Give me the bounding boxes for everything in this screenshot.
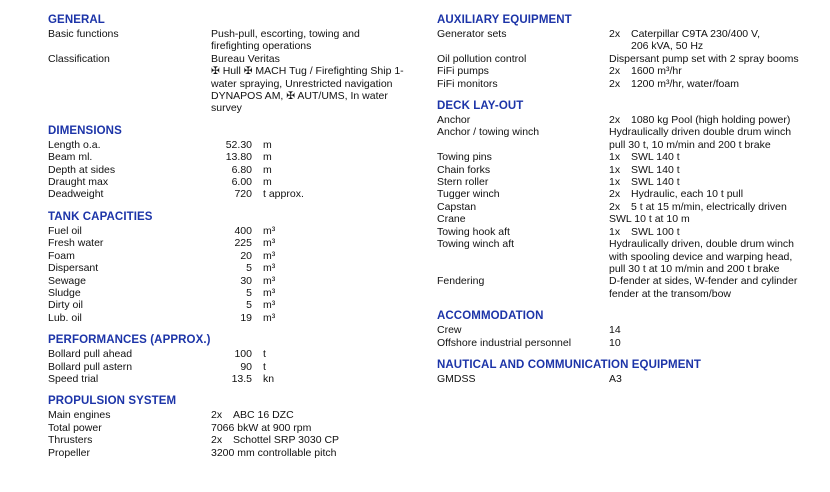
- spec-row: [437, 226, 825, 238]
- quantity-prefix: 2x: [609, 28, 621, 40]
- left-column: [48, 14, 430, 469]
- value-line: [609, 337, 825, 349]
- value-line: [609, 65, 825, 77]
- spec-row: [48, 447, 430, 459]
- spec-label: Lub. oil: [48, 311, 82, 324]
- value-number: 5: [246, 286, 252, 299]
- spec-label: Total power: [48, 421, 102, 434]
- spec-row: [48, 373, 430, 385]
- spec-value: [609, 164, 825, 176]
- section-heading: ACCOMMODATION: [437, 310, 544, 323]
- spec-row: [48, 361, 430, 373]
- spec-value: [609, 337, 825, 349]
- spec-row: [437, 324, 825, 336]
- spec-value: [609, 213, 825, 225]
- value-text: SWL 10 t at 10 m: [609, 213, 690, 226]
- spec-value: [211, 373, 430, 385]
- spec-numeric-value: [211, 139, 430, 151]
- spec-row: [437, 373, 825, 385]
- value-text: Push-pull, escorting, towing and: [211, 28, 360, 40]
- spec-row: [437, 65, 825, 77]
- value-number: 5: [246, 299, 252, 312]
- spec-value: [211, 312, 430, 324]
- value-number: 5: [246, 262, 252, 275]
- spec-label: Towing pins: [437, 151, 492, 164]
- value-unit: m³: [263, 224, 276, 237]
- value-unit: m: [263, 163, 272, 176]
- spec-numeric-value: [211, 225, 430, 237]
- spec-row: [48, 188, 430, 200]
- spec-value: [211, 348, 430, 360]
- value-line: [609, 226, 825, 238]
- spec-label: Sludge: [48, 286, 81, 299]
- spec-value: [211, 225, 430, 237]
- spec-label: Fresh water: [48, 237, 104, 250]
- spec-label: Towing hook aft: [437, 225, 510, 238]
- value-unit: m³: [263, 262, 276, 275]
- spec-label: Basic functions: [48, 28, 119, 40]
- quantity-prefix: 2x: [609, 65, 621, 78]
- value-text: 7066 bkW at 900 rpm: [211, 421, 312, 434]
- value-line: [211, 53, 430, 65]
- value-line: [609, 139, 825, 151]
- spec-value: [609, 226, 825, 238]
- quantity-prefix: 2x: [609, 200, 621, 213]
- value-line: [609, 213, 825, 225]
- spec-label: Draught max: [48, 176, 109, 189]
- value-text: fender at the transom/bow: [609, 287, 731, 300]
- spec-numeric-value: [211, 299, 430, 311]
- spec-row: [48, 53, 430, 115]
- value-text: Dispersant pump set with 2 spray booms: [609, 52, 799, 65]
- spec-label: Oil pollution control: [437, 52, 527, 65]
- spec-label: Fendering: [437, 275, 485, 288]
- right-column: [437, 14, 825, 395]
- quantity-prefix: 1x: [609, 163, 621, 176]
- value-unit: m³: [263, 299, 276, 312]
- spec-numeric-value: [211, 373, 430, 385]
- value-unit: m³: [263, 237, 276, 250]
- value-text: firefighting operations: [211, 40, 312, 53]
- value-text: 10: [609, 336, 621, 349]
- spec-row: [437, 176, 825, 188]
- spec-value: [609, 275, 825, 300]
- spec-value: [211, 287, 430, 299]
- spec-row: [48, 348, 430, 360]
- value-text: water spraying, Unrestricted navigation: [211, 77, 393, 90]
- spec-value: [211, 176, 430, 188]
- value-text: pull 30 t, 10 m/min and 200 t brake: [609, 138, 771, 151]
- value-text: 1200 m³/hr, water/foam: [631, 77, 739, 90]
- spec-value: [211, 250, 430, 262]
- spec-row: [437, 126, 825, 151]
- spec-label: Bollard pull astern: [48, 360, 133, 373]
- spec-value: [211, 28, 430, 53]
- value-text: Hydraulic, each 10 t pull: [631, 188, 744, 201]
- spec-row: [48, 139, 430, 151]
- spec-row: [437, 213, 825, 225]
- spec-label: Classification: [48, 52, 110, 65]
- spec-row: [48, 151, 430, 163]
- value-line: [609, 78, 825, 90]
- spec-value: [211, 139, 430, 151]
- value-unit: t approx.: [263, 188, 304, 201]
- value-text: D-fender at sides, W-fender and cylinder: [609, 275, 798, 288]
- value-line: [211, 409, 430, 421]
- value-text: with spooling device and warping head,: [609, 250, 793, 263]
- spec-label: Bollard pull ahead: [48, 348, 133, 361]
- spec-label: Dirty oil: [48, 299, 84, 312]
- spec-value: [211, 262, 430, 274]
- spec-label: Crane: [437, 213, 466, 226]
- value-number: 13.80: [225, 151, 252, 164]
- value-text: Hydraulically driven, double drum winch: [609, 238, 795, 251]
- value-unit: m³: [263, 249, 276, 262]
- value-unit: m³: [263, 274, 276, 287]
- value-text: DYNAPOS AM, ✠ AUT/UMS, In water: [211, 90, 388, 103]
- value-text: 14: [609, 324, 621, 337]
- spec-label: Crew: [437, 324, 462, 337]
- section-propulsion-system: [48, 395, 430, 459]
- value-text: 1080 kg Pool (high holding power): [631, 114, 791, 127]
- value-number: 19: [240, 311, 252, 324]
- value-unit: t: [263, 360, 266, 373]
- value-text: Hydraulically driven double drum winch: [609, 126, 792, 139]
- spec-row: [437, 337, 825, 349]
- value-unit: m³: [263, 311, 276, 324]
- spec-label: Deadweight: [48, 188, 104, 201]
- value-number: 6.80: [231, 163, 252, 176]
- spec-value: [211, 151, 430, 163]
- spec-value: [609, 188, 825, 200]
- spec-label: Fuel oil: [48, 224, 82, 237]
- value-line: [609, 188, 825, 200]
- spec-row: [48, 164, 430, 176]
- spec-row: [48, 312, 430, 324]
- spec-row: [48, 262, 430, 274]
- spec-label: Tugger winch: [437, 188, 500, 201]
- spec-numeric-value: [211, 188, 430, 200]
- value-unit: m: [263, 151, 272, 164]
- value-number: 20: [240, 249, 252, 262]
- value-line: [211, 434, 430, 446]
- spec-row: [48, 225, 430, 237]
- spec-label: Propeller: [48, 446, 91, 459]
- spec-numeric-value: [211, 275, 430, 287]
- value-text: SWL 140 t: [631, 176, 680, 189]
- value-line: [609, 28, 825, 40]
- section-heading: DIMENSIONS: [48, 124, 122, 137]
- value-line: [211, 102, 430, 114]
- spec-row: [48, 28, 430, 53]
- value-line: [609, 151, 825, 163]
- spec-row: [437, 164, 825, 176]
- value-text: SWL 100 t: [631, 225, 680, 238]
- spec-value: [211, 237, 430, 249]
- section-heading: TANK CAPACITIES: [48, 210, 153, 223]
- spec-label: Capstan: [437, 200, 477, 213]
- value-line: [609, 176, 825, 188]
- spec-value: [609, 176, 825, 188]
- value-line: [211, 90, 430, 102]
- quantity-prefix: 2x: [211, 409, 223, 422]
- spec-row: [437, 275, 825, 300]
- section-tank-capacities: [48, 211, 430, 324]
- value-line: [609, 275, 825, 287]
- section-accommodation: [437, 310, 825, 349]
- value-line: [211, 447, 430, 459]
- spec-row: [437, 78, 825, 90]
- spec-value: [609, 151, 825, 163]
- value-line: [609, 288, 825, 300]
- spec-label: Depth at sides: [48, 163, 116, 176]
- spec-row: [48, 176, 430, 188]
- spec-label: Sewage: [48, 274, 86, 287]
- section-heading: DECK LAY-OUT: [437, 100, 524, 113]
- spec-numeric-value: [211, 164, 430, 176]
- spec-value: [609, 201, 825, 213]
- spec-label: Foam: [48, 249, 75, 262]
- quantity-prefix: 2x: [609, 188, 621, 201]
- spec-value: [211, 188, 430, 200]
- spec-row: [437, 53, 825, 65]
- value-line: [609, 114, 825, 126]
- section-deck-lay-out: [437, 100, 825, 300]
- value-number: 13.5: [231, 372, 252, 385]
- spec-value: [211, 361, 430, 373]
- value-line: [609, 164, 825, 176]
- value-line: [609, 373, 825, 385]
- spec-label: Towing winch aft: [437, 238, 515, 251]
- spec-value: [609, 78, 825, 90]
- spec-numeric-value: [211, 312, 430, 324]
- value-number: 100: [234, 348, 252, 361]
- spec-value: [211, 275, 430, 287]
- spec-label: Anchor / towing winch: [437, 126, 540, 139]
- spec-row: [437, 28, 825, 53]
- value-unit: m: [263, 138, 272, 151]
- spec-label: Anchor: [437, 114, 471, 127]
- spec-numeric-value: [211, 176, 430, 188]
- value-text: Schottel SRP 3030 CP: [233, 434, 340, 447]
- section-heading: PERFORMANCES (APPROX.): [48, 334, 211, 347]
- value-number: 90: [240, 360, 252, 373]
- value-line: [609, 53, 825, 65]
- value-unit: m: [263, 176, 272, 189]
- spec-label: Offshore industrial personnel: [437, 336, 572, 349]
- spec-row: [48, 422, 430, 434]
- spec-label: Thrusters: [48, 434, 93, 447]
- spec-label: Chain forks: [437, 163, 491, 176]
- value-text: Bureau Veritas: [211, 52, 280, 65]
- spec-row: [48, 250, 430, 262]
- section-dimensions: [48, 125, 430, 201]
- spec-label: Speed trial: [48, 372, 99, 385]
- spec-numeric-value: [211, 237, 430, 249]
- section-heading: NAUTICAL AND COMMUNICATION EQUIPMENT: [437, 358, 702, 371]
- spec-row: [48, 275, 430, 287]
- value-text: SWL 140 t: [631, 163, 680, 176]
- spec-numeric-value: [211, 250, 430, 262]
- spec-label: Dispersant: [48, 262, 99, 275]
- section-performances-approx: [48, 334, 430, 385]
- spec-value: [609, 28, 825, 53]
- quantity-prefix: 2x: [211, 434, 223, 447]
- spec-label: FiFi pumps: [437, 65, 489, 78]
- spec-row: [48, 287, 430, 299]
- value-number: 30: [240, 274, 252, 287]
- value-number: 720: [234, 188, 252, 201]
- spec-label: Stern roller: [437, 176, 489, 189]
- spec-label: Generator sets: [437, 28, 507, 40]
- value-line: [609, 263, 825, 275]
- value-line: [211, 28, 430, 40]
- value-line: [609, 251, 825, 263]
- spec-value: [609, 324, 825, 336]
- value-line: [211, 40, 430, 52]
- spec-numeric-value: [211, 287, 430, 299]
- value-line: [211, 65, 430, 77]
- value-number: 6.00: [231, 176, 252, 189]
- spec-value: [211, 422, 430, 434]
- spec-row: [48, 237, 430, 249]
- value-text: pull 30 t at 10 m/min and 200 t brake: [609, 262, 780, 275]
- spec-numeric-value: [211, 361, 430, 373]
- value-text: survey: [211, 102, 242, 115]
- spec-value: [609, 65, 825, 77]
- value-line: [609, 40, 825, 52]
- section-heading: GENERAL: [48, 14, 105, 26]
- value-line: [609, 126, 825, 138]
- value-number: 52.30: [225, 138, 252, 151]
- spec-label: Main engines: [48, 409, 111, 422]
- value-line: [609, 324, 825, 336]
- spec-label: Beam ml.: [48, 151, 93, 164]
- value-line: [609, 238, 825, 250]
- spec-value: [211, 447, 430, 459]
- spec-value: [609, 126, 825, 151]
- spec-value: [609, 238, 825, 275]
- spec-value: [211, 53, 430, 115]
- section-auxiliary-equipment: [437, 14, 825, 90]
- spec-row: [437, 201, 825, 213]
- spec-row: [437, 238, 825, 275]
- spec-value: [211, 164, 430, 176]
- quantity-prefix: 2x: [609, 77, 621, 90]
- value-text: ✠ Hull ✠ MACH Tug / Firefighting Ship 1-: [211, 65, 404, 78]
- spec-value: [609, 53, 825, 65]
- value-number: 400: [234, 224, 252, 237]
- spec-value: [609, 373, 825, 385]
- value-text: A3: [609, 372, 622, 385]
- value-text: Caterpillar C9TA 230/400 V,: [631, 28, 760, 40]
- value-unit: kn: [263, 372, 275, 385]
- spec-row: [437, 151, 825, 163]
- quantity-prefix: 1x: [609, 176, 621, 189]
- spec-row: [437, 188, 825, 200]
- spec-value: [211, 434, 430, 446]
- value-unit: t: [263, 348, 266, 361]
- value-unit: m³: [263, 286, 276, 299]
- spec-label: GMDSS: [437, 372, 476, 385]
- value-text: 1600 m³/hr: [631, 65, 682, 78]
- section-nautical-and-communication-equipment: [437, 359, 825, 385]
- spec-label: FiFi monitors: [437, 77, 498, 90]
- value-line: [211, 422, 430, 434]
- quantity-prefix: 2x: [609, 114, 621, 127]
- quantity-prefix: 1x: [609, 225, 621, 238]
- value-text: SWL 140 t: [631, 151, 680, 164]
- value-text: ABC 16 DZC: [233, 409, 294, 422]
- value-text: 3200 mm controllable pitch: [211, 446, 337, 459]
- quantity-prefix: 1x: [609, 151, 621, 164]
- section-heading: PROPULSION SYSTEM: [48, 395, 177, 408]
- spec-value: [211, 409, 430, 421]
- value-text: 5 t at 15 m/min, electrically driven: [631, 200, 787, 213]
- spec-numeric-value: [211, 348, 430, 360]
- value-text: 206 kVA, 50 Hz: [631, 40, 704, 53]
- spec-label: Length o.a.: [48, 138, 101, 151]
- spec-row: [48, 409, 430, 421]
- value-number: 225: [234, 237, 252, 250]
- spec-row: [48, 434, 430, 446]
- spec-value: [609, 114, 825, 126]
- spec-numeric-value: [211, 262, 430, 274]
- spec-value: [211, 299, 430, 311]
- spec-row: [437, 114, 825, 126]
- value-line: [609, 201, 825, 213]
- section-general: [48, 14, 430, 115]
- section-heading: AUXILIARY EQUIPMENT: [437, 14, 572, 26]
- spec-numeric-value: [211, 151, 430, 163]
- spec-row: [48, 299, 430, 311]
- value-line: [211, 78, 430, 90]
